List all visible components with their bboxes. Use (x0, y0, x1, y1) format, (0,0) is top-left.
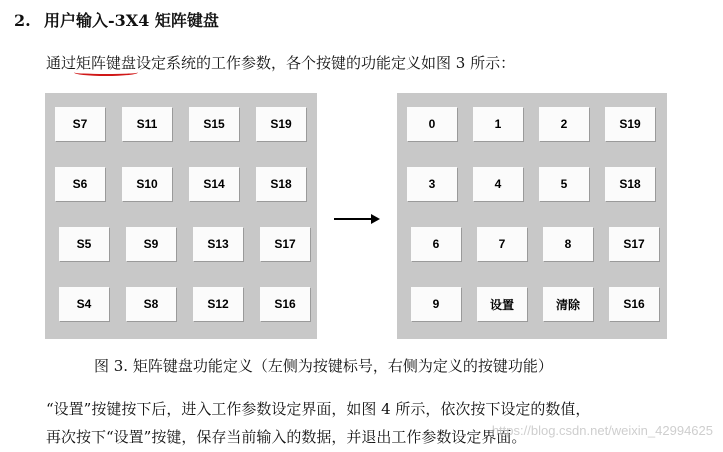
figure-caption: 图 3. 矩阵键盘功能定义（左侧为按键标号，右侧为定义的按键功能） (94, 357, 553, 375)
function-key-r3-c2: 7 (477, 227, 527, 261)
function-key-r2-c3: 5 (539, 167, 589, 201)
function-key-r4-c2: 设置 (477, 287, 527, 321)
function-key-r1-c3: 2 (539, 107, 589, 141)
intro-text (46, 52, 515, 73)
function-key-r1-c1: 0 (407, 107, 457, 141)
label-key-r4-c1: S4 (59, 287, 109, 321)
function-key-r4-c4: S16 (609, 287, 659, 321)
keypad-functions-panel (397, 93, 667, 339)
paragraph-line-2: 再次按下“设置”按键，保存当前输入的数据，并退出工作参数设定界面。 (46, 428, 527, 446)
watermark: https://blog.csdn.net/weixin_42994625 (491, 423, 713, 438)
section-title: 用户输入-3X4 矩阵键盘 (44, 11, 219, 30)
label-key-r4-c3: S12 (193, 287, 243, 321)
right-arrow-icon (333, 211, 381, 227)
label-key-r1-c2: S11 (122, 107, 172, 141)
label-key-r2-c4: S18 (256, 167, 306, 201)
function-key-r4-c3: 清除 (543, 287, 593, 321)
function-key-r2-c1: 3 (407, 167, 457, 201)
label-key-r3-c4: S17 (260, 227, 310, 261)
highlighted-term: 矩阵键盘 (76, 54, 137, 72)
function-key-r2-c2: 4 (473, 167, 523, 201)
intro-before: 通过 (46, 54, 77, 72)
label-key-r4-c4: S16 (260, 287, 310, 321)
label-key-r3-c2: S9 (126, 227, 176, 261)
function-key-r3-c1: 6 (411, 227, 461, 261)
function-key-r1-c2: 1 (473, 107, 523, 141)
label-key-r1-c1: S7 (55, 107, 105, 141)
label-key-r1-c4: S19 (256, 107, 306, 141)
paragraph-line-1: “设置”按键按下后，进入工作参数设定界面，如图 4 所示，依次按下设定的数值， (46, 400, 591, 418)
keypad-labels-panel (45, 93, 317, 339)
label-key-r2-c2: S10 (122, 167, 172, 201)
function-key-r3-c3: 8 (543, 227, 593, 261)
function-key-r2-c4: S18 (605, 167, 655, 201)
intro-after: 设定系统的工作参数，各个按键的功能定义如图 3 所示： (136, 54, 516, 72)
label-key-r3-c3: S13 (193, 227, 243, 261)
label-key-r1-c3: S15 (189, 107, 239, 141)
label-key-r2-c3: S14 (189, 167, 239, 201)
function-key-r3-c4: S17 (609, 227, 659, 261)
function-key-r4-c1: 9 (411, 287, 461, 321)
section-heading (14, 8, 219, 31)
label-key-r4-c2: S8 (126, 287, 176, 321)
function-key-r1-c4: S19 (605, 107, 655, 141)
section-number: 2. (14, 11, 31, 30)
label-key-r3-c1: S5 (59, 227, 109, 261)
label-key-r2-c1: S6 (55, 167, 105, 201)
